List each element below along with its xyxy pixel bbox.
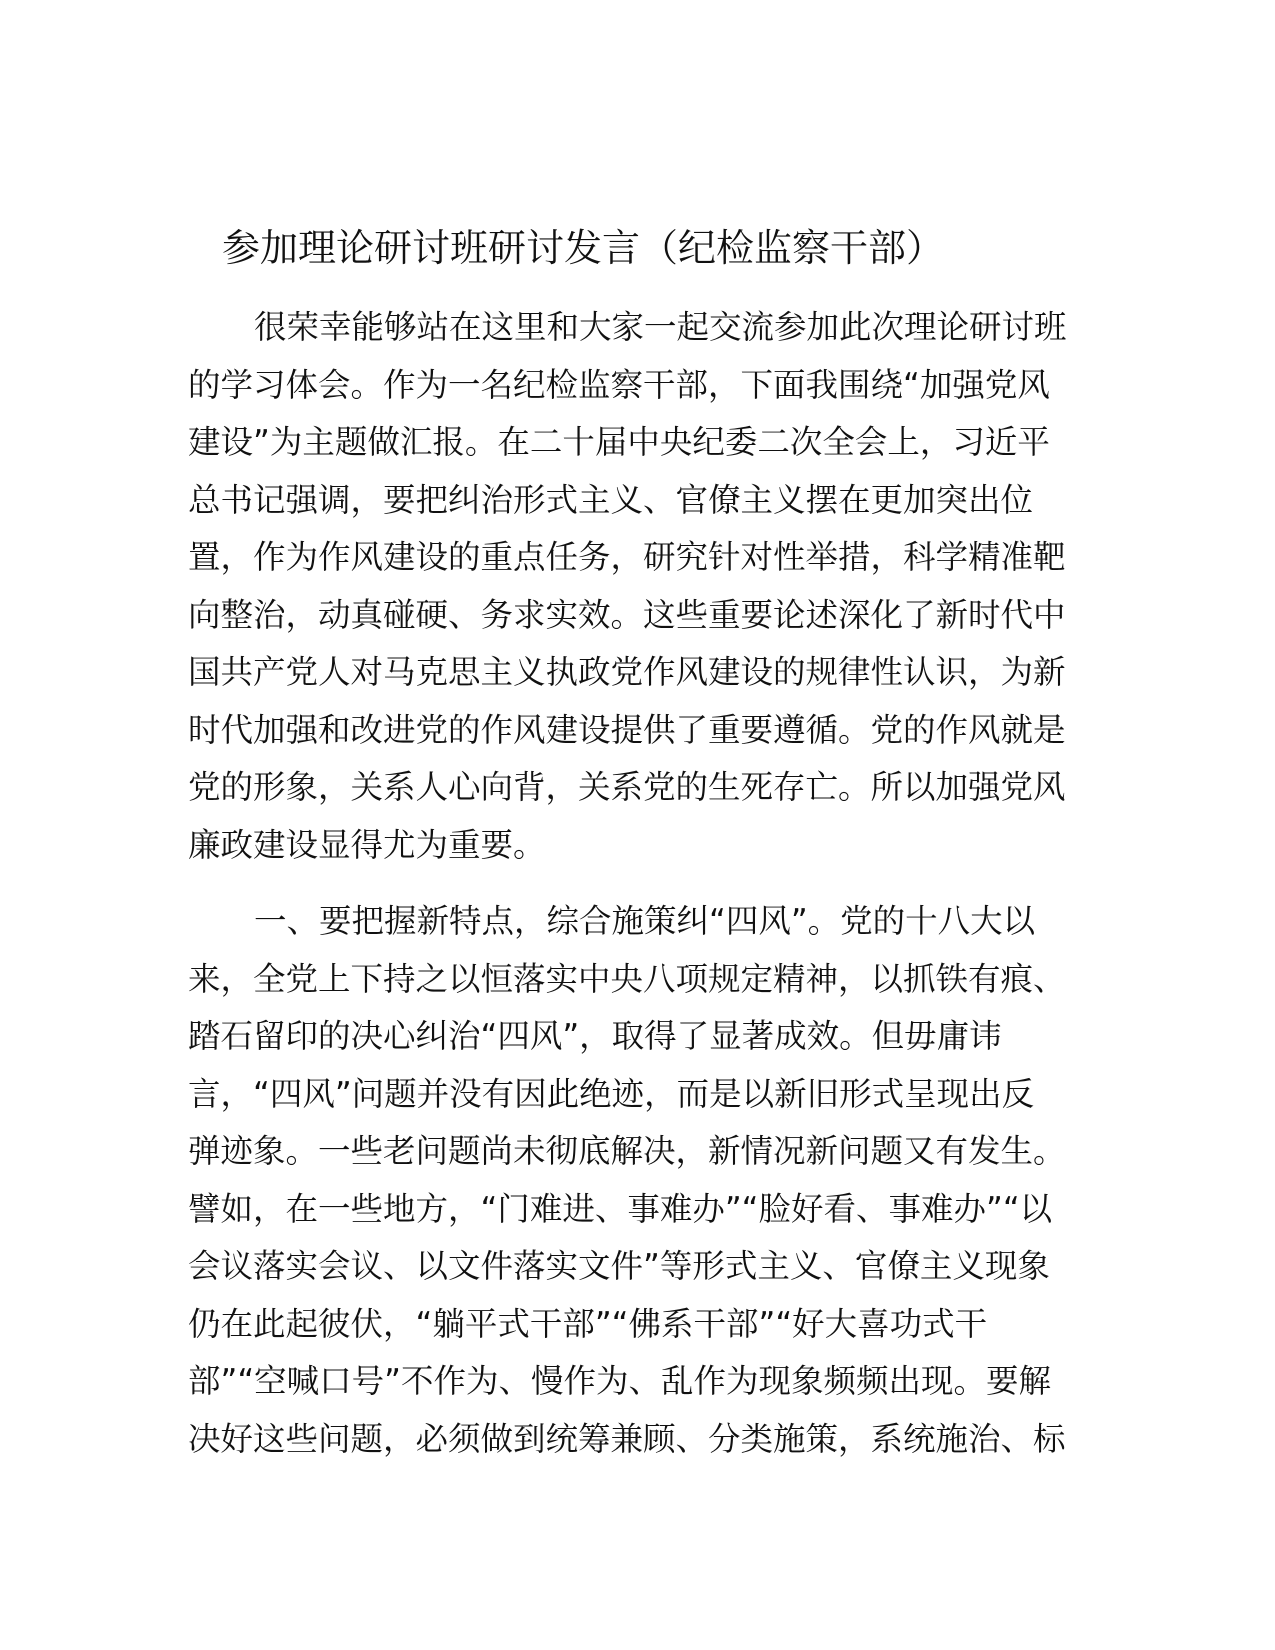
- text-line: 向整治，动真碰硬、务求实效。这些重要论述深化了新时代中: [188, 595, 1066, 634]
- text-line: 仍在此起彼伏，“躺平式干部”“佛系干部”“好大喜功式干: [188, 1304, 988, 1343]
- text-line: 部”“空喊口号”不作为、慢作为、乱作为现象频频出现。要解: [188, 1362, 1052, 1400]
- paragraph-intro: [188, 299, 1088, 874]
- text-line: 廉政建设显得尤为重要。: [188, 825, 546, 864]
- text-line: 一、要把握新特点，综合施策纠“四风”。党的十八大以: [254, 902, 1036, 940]
- text-line: 党的形象，关系人心向背，关系党的生死存亡。所以加强党风: [188, 768, 1066, 806]
- text-line: 时代加强和改进党的作风建设提供了重要遵循。党的作风就是: [188, 710, 1066, 749]
- text-line: 会议落实会议、以文件落实文件”等形式主义、官僚主义现象: [188, 1247, 1050, 1285]
- text-line: 的学习体会。作为一名纪检监察干部，下面我围绕“加强党风: [188, 365, 1050, 404]
- document-title: 参加理论研讨班研讨发言（纪检监察干部）: [222, 226, 945, 270]
- text-line: 国共产党人对马克思主义执政党作风建设的规律性认识，为新: [188, 653, 1066, 691]
- text-line: 置，作为作风建设的重点任务，研究针对性举措，科学精准靶: [188, 538, 1066, 576]
- text-line: 来，全党上下持之以恒落实中央八项规定精神，以抓铁有痕、: [188, 959, 1066, 998]
- text-line: 总书记强调，要把纠治形式主义、官僚主义摆在更加突出位: [188, 480, 1034, 519]
- text-line: 譬如，在一些地方，“门难进、事难办”“脸好看、事难办”“以: [188, 1189, 1053, 1228]
- paragraph-section-one: [188, 893, 1088, 1468]
- text-line: 弹迹象。一些老问题尚未彻底解决，新情况新问题又有发生。: [188, 1132, 1066, 1170]
- text-line: 建设”为主题做汇报。在二十届中央纪委二次全会上，习近平: [188, 423, 1050, 461]
- text-line: 言，“四风”问题并没有因此绝迹，而是以新旧形式呈现出反: [188, 1074, 1035, 1113]
- text-line: 很荣幸能够站在这里和大家一起交流参加此次理论研讨班: [254, 308, 1067, 346]
- text-line: 决好这些问题，必须做到统筹兼顾、分类施策，系统施治、标: [188, 1419, 1066, 1458]
- text-line: 踏石留印的决心纠治“四风”，取得了显著成效。但毋庸讳: [188, 1017, 1002, 1055]
